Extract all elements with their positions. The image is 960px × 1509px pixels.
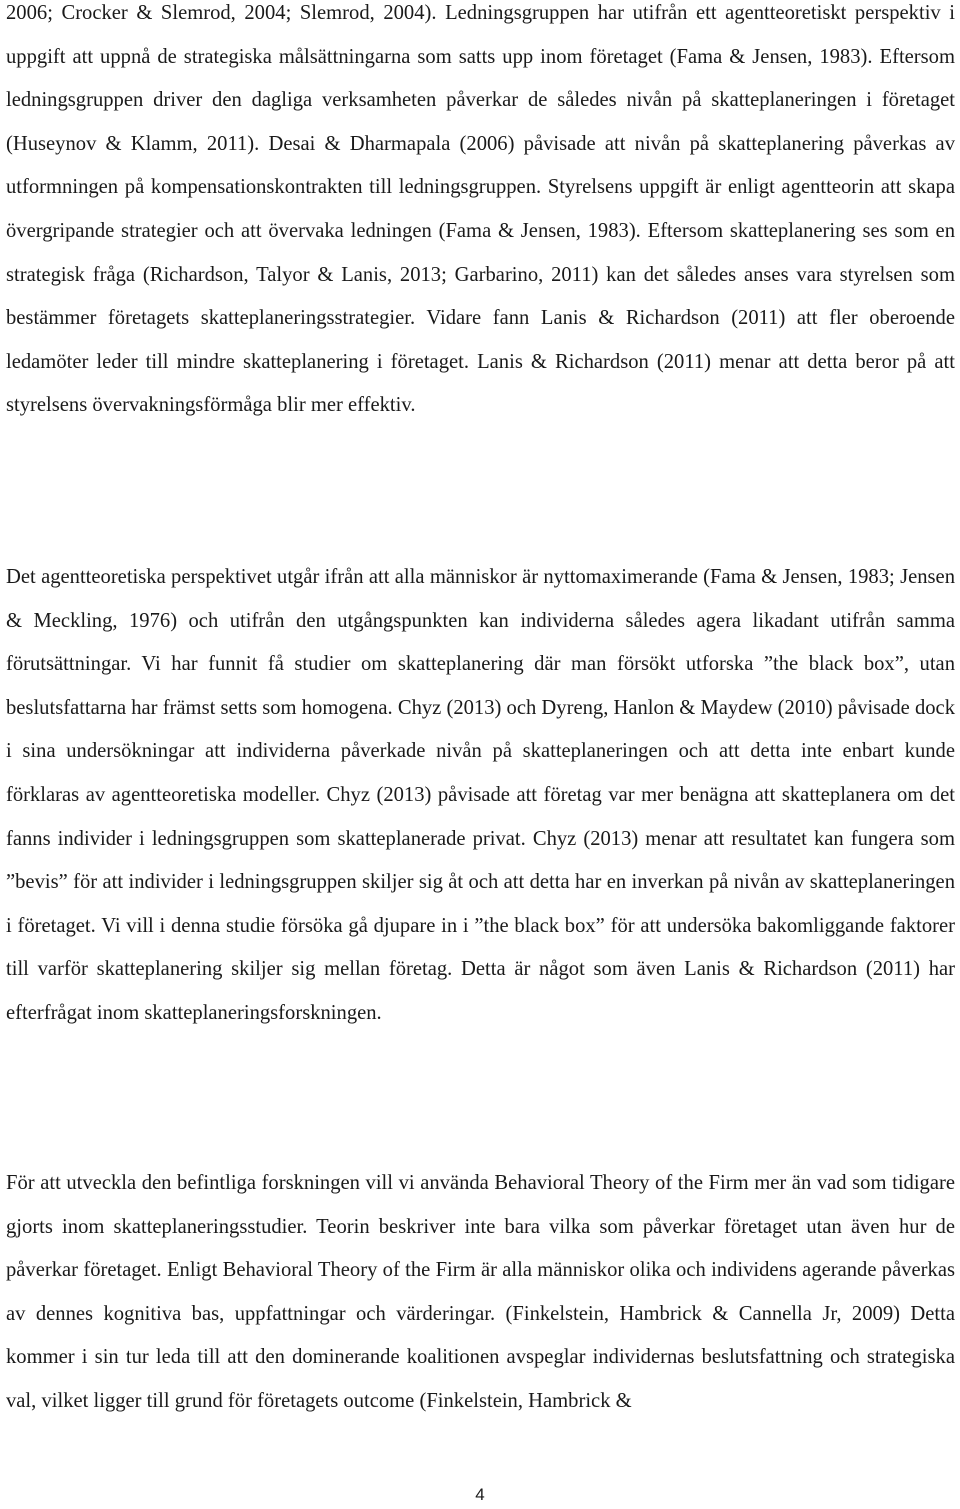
body-paragraph: För att utveckla den befintliga forskningen vill vi använda Behavioral Theory of the Firm mer än vad som tidigare gjorts inom skatteplaneringsstudier. Teorin beskriver inte bara vilka som påverkar företaget utan även hur de påverkar företaget. Enligt Behavioral Theory of the Firm är alla människor olika och individens agerande påverkas av dennes kognitiva bas, uppfattningar och värderingar. (Finkelstein, Hambrick & Cannella Jr, 2009) Detta kommer i sin tur leda till att den dominerande koalitionen avspeglar individernas beslutsfattning och strategiska val, vilket ligger till grund för företagets outcome (Finkelstein, Hambrick & (6, 1172, 955, 1412)
page-number: 4 (475, 1485, 485, 1504)
body-paragraph: Det agentteoretiska perspektivet utgår ifrån att alla människor är nyttomaximerande (Fama & Jensen, 1983; Jensen & Meckling, 1976) och utifrån den utgångspunkten kan individerna således agera likadant utifrån samma förutsättningar. Vi har funnit få studier om skatteplanering där man försökt utforska ”the black box”, utan beslutsfattarna har främst setts som homogena. Chyz (2013) och Dyreng, Hanlon & Maydew (2010) påvisade dock i sina undersökningar att individerna påverkade nivån på skatteplaneringen och att detta inte enbart kunde förklaras av agentteoretiska modeller. Chyz (2013) påvisade att företag var mer benägna att skatteplanera om det fanns individer i ledningsgruppen som skatteplanerade privat. Chyz (2013) menar att resultatet kan fungera som ”bevis” för att individer i ledningsgruppen skiljer sig åt och att detta har en inverkan på nivån av skatteplaneringen i företaget. Vi vill i denna studie försöka gå djupare in i ”the black box” för att undersöka bakomliggande faktorer till varför skatteplanering skiljer sig mellan företag. Detta är något som även Lanis & Richardson (2011) har efterfrågat inom skatteplaneringsforskningen. (6, 566, 955, 1024)
body-paragraph: 2006; Crocker & Slemrod, 2004; Slemrod, 2004). Ledningsgruppen har utifrån ett agentteoretiskt perspektiv i uppgift att uppnå de strategiska målsättningarna som satts upp inom företaget (Fama & Jensen, 1983). Eftersom ledningsgruppen driver den dagliga verksamheten påverkar de således nivån på skatteplaneringen i företaget (Huseynov & Klamm, 2011). Desai & Dharmapala (2006) påvisade att nivån på skatteplanering påverkas av utformningen på kompensationskontrakten till ledningsgruppen. Styrelsens uppgift är enligt agentteorin att skapa övergripande strategier och att övervaka ledningen (Fama & Jensen, 1983). Eftersom skatteplanering ses som en strategisk fråga (Richardson, Talyor & Lanis, 2013; Garbarino, 2011) kan det således anses vara styrelsen som bestämmer företagets skatteplaneringsstrategier. Vidare fann Lanis & Richardson (2011) att fler oberoende ledamöter leder till mindre skatteplanering i företaget. Lanis & Richardson (2011) menar att detta beror på att styrelsens övervakningsförmåga blir mer effektiv. (6, 2, 955, 417)
